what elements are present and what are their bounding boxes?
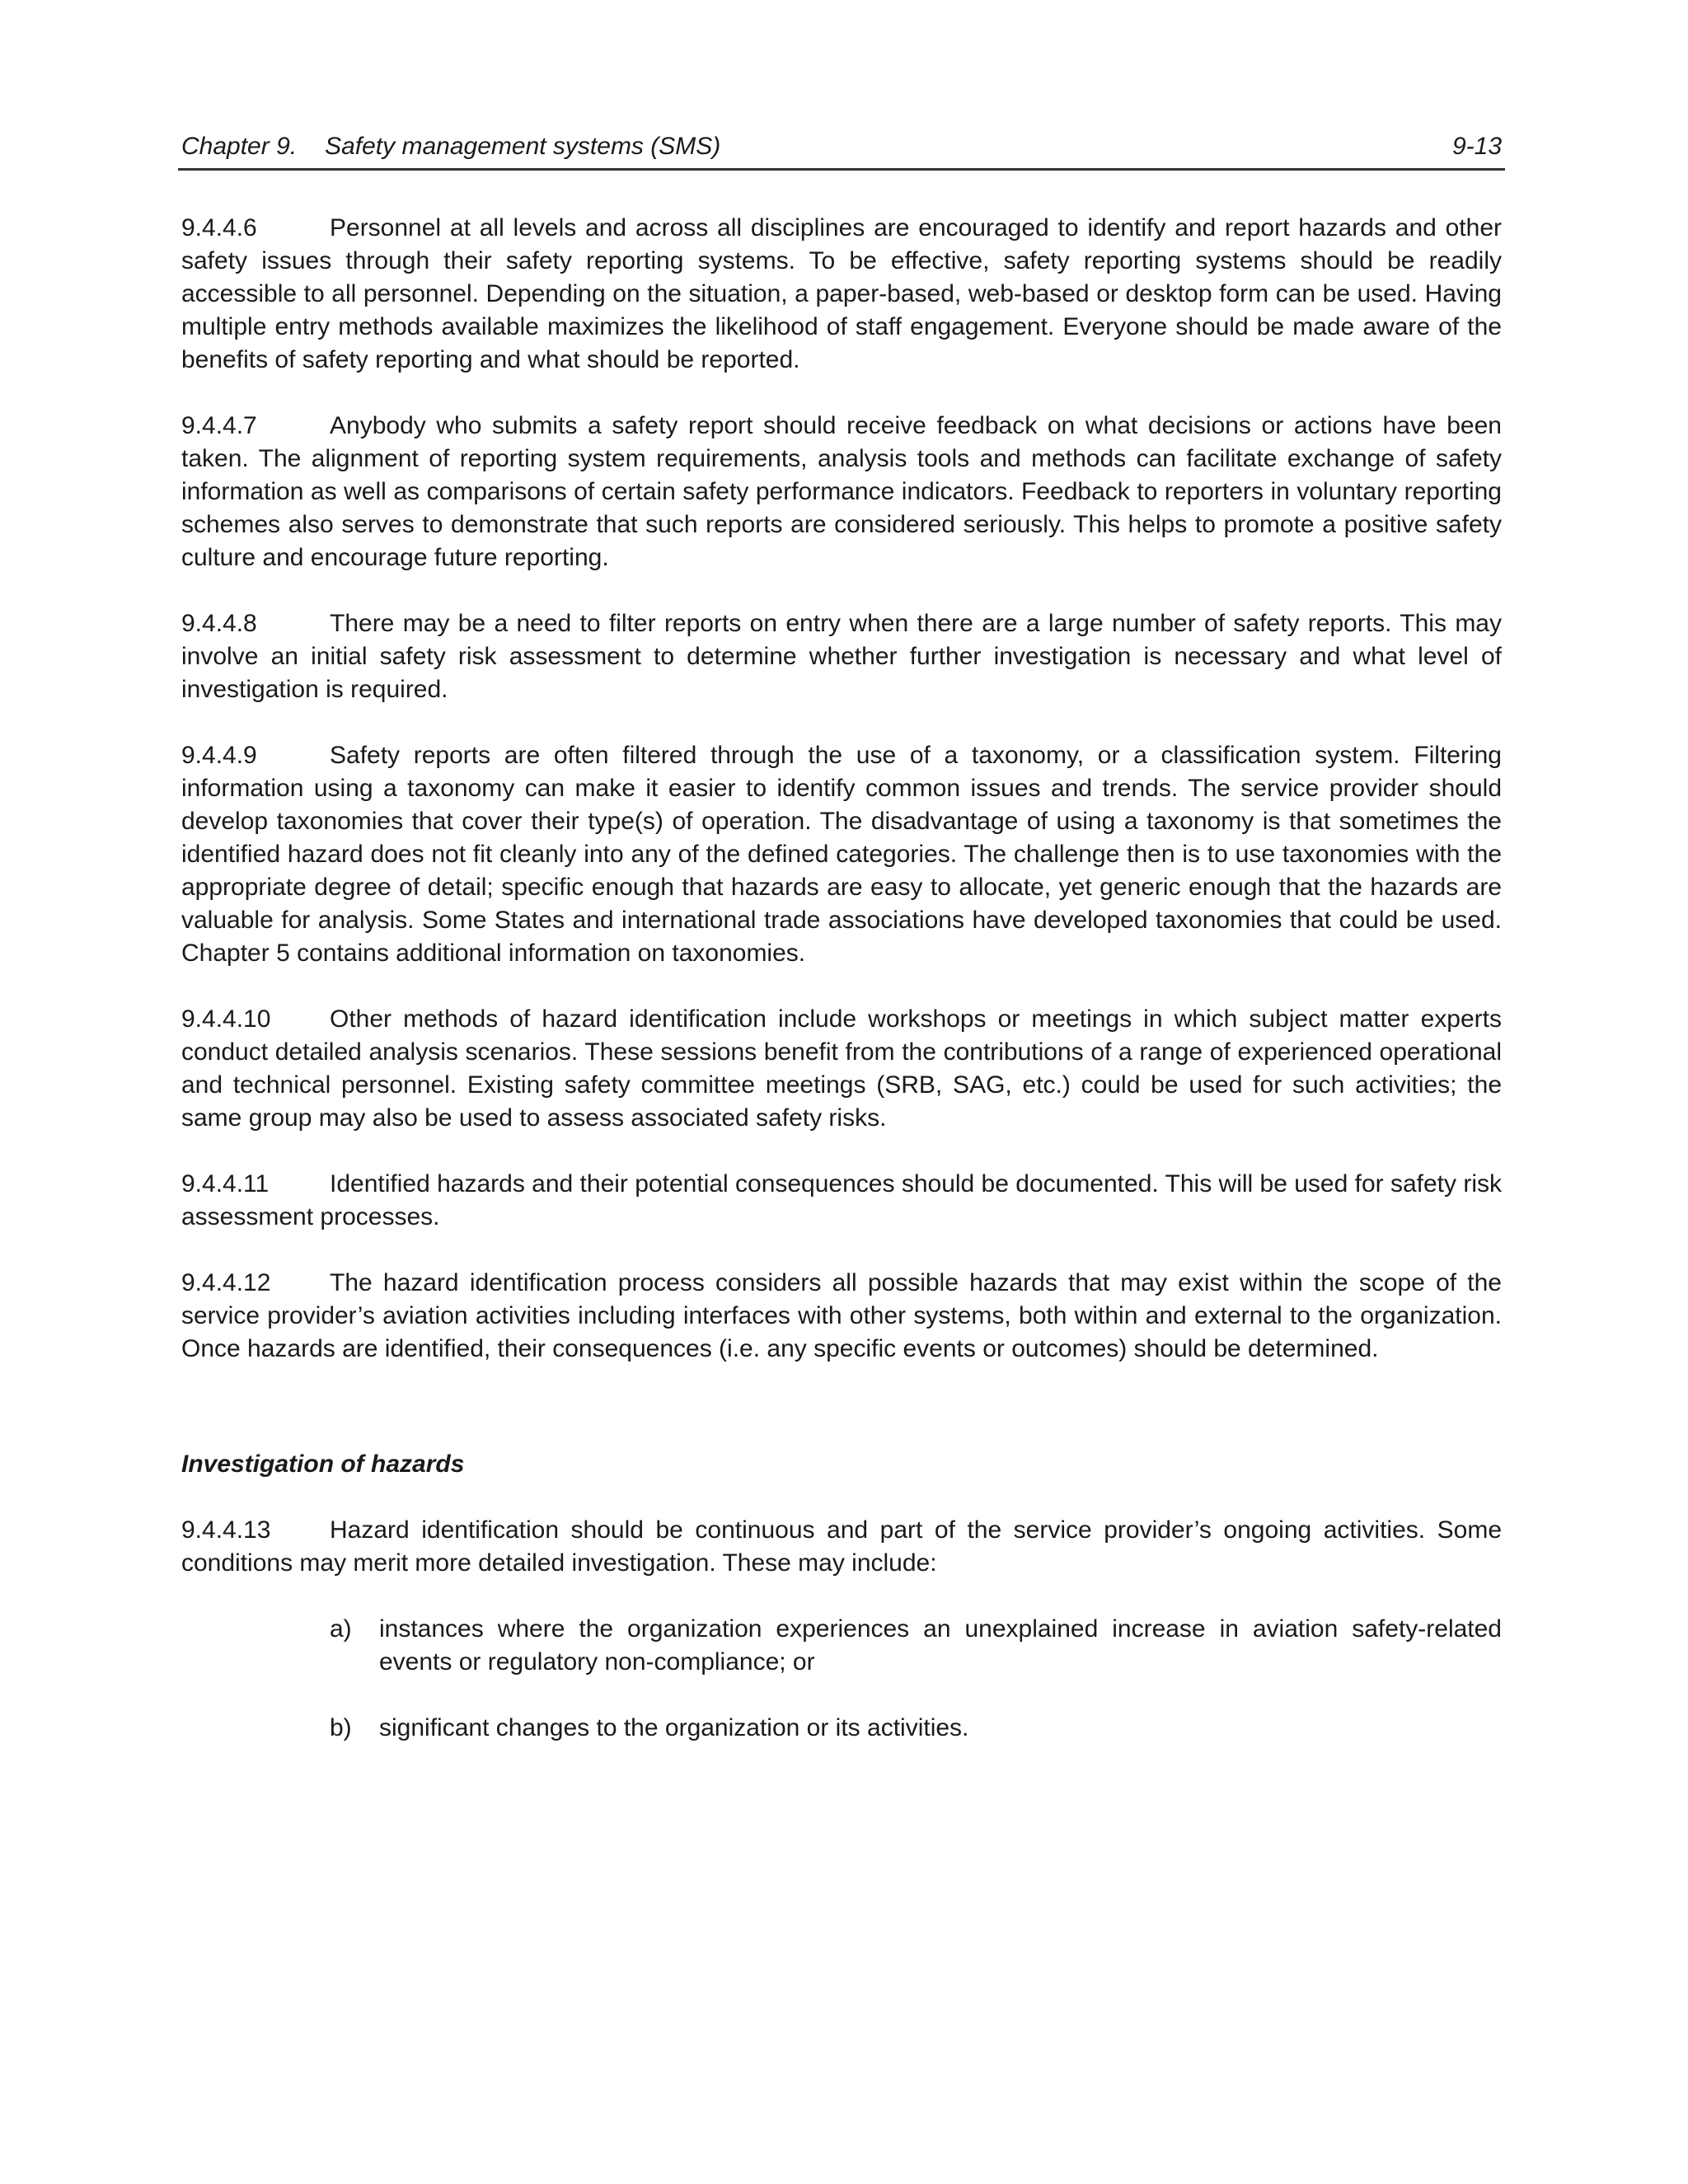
section-heading: Investigation of hazards bbox=[181, 1451, 465, 1478]
paragraph-text: The hazard identification process considers all possible hazards that may exist within the scope of the service provider’s aviation activities including interfaces with other systems, both within and external to the organization. Once hazards are identified, their consequences (i.e. any specific events or outcomes) should be determined. bbox=[181, 1269, 1502, 1362]
paragraph-9-4-4-12 bbox=[181, 1267, 1502, 1366]
paragraph-text: Identified hazards and their potential consequences should be documented. This will be used for safety risk assessment processes. bbox=[181, 1170, 1502, 1230]
list-item-text: significant changes to the organization or its activities. bbox=[379, 1714, 969, 1741]
paragraph-number: 9.4.4.9 bbox=[181, 742, 257, 769]
paragraph-text: Other methods of hazard identification include workshops or meetings in which subject matter experts conduct detailed analysis scenarios. These sessions benefit from the contributions of a range of experienced operational and technical personnel. Existing safety committee meetings (SRB, SAG, etc.) could be used for such activities; the same group may also be used to assess associated safety risks. bbox=[181, 1005, 1502, 1132]
list-item bbox=[330, 1613, 1502, 1679]
paragraph-text: Hazard identification should be continuous and part of the service provider’s ongoing activities. Some conditions may merit more detailed investigation. These may include: bbox=[181, 1516, 1502, 1577]
document-content bbox=[181, 212, 1502, 1745]
chapter-title bbox=[181, 132, 720, 162]
page-number: 9-13 bbox=[1451, 133, 1502, 160]
paragraph-number: 9.4.4.10 bbox=[181, 1005, 271, 1033]
paragraph-number: 9.4.4.6 bbox=[181, 214, 257, 241]
paragraph-9-4-4-7 bbox=[181, 410, 1502, 574]
paragraph-9-4-4-10 bbox=[181, 1003, 1502, 1135]
paragraph-9-4-4-8 bbox=[181, 607, 1502, 706]
paragraph-text: There may be a need to filter reports on entry when there are a large number of safety reports. This may involve an initial safety risk assessment to determine whether further investigation is necessary and what level of investigation is required. bbox=[181, 610, 1502, 703]
paragraph-number: 9.4.4.7 bbox=[181, 412, 257, 439]
list-marker: a) bbox=[330, 1615, 352, 1643]
chapter-name: Safety management systems (SMS) bbox=[325, 133, 721, 160]
paragraph-text: Personnel at all levels and across all disciplines are encouraged to identify and report hazards and other safety issues through their safety reporting systems. To be effective, safety reporting systems should be readily accessible to all personnel. Depending on the situation, a paper-based, web-based or desktop form can be used. Having multiple entry methods available maximizes the likelihood of staff engagement. Everyone should be made aware of the benefits of safety reporting and what should be reported. bbox=[181, 214, 1502, 373]
paragraph-number: 9.4.4.8 bbox=[181, 610, 257, 637]
paragraph-number: 9.4.4.12 bbox=[181, 1269, 271, 1296]
paragraph-9-4-4-6 bbox=[181, 212, 1502, 377]
chapter-number: Chapter 9. bbox=[181, 133, 298, 160]
paragraph-text: Safety reports are often filtered through the use of a taxonomy, or a classification system. Filtering information using a taxonomy can make it easier to identify common issues and trends. The service provider should develop taxonomies that cover their type(s) of operation. The disadvantage of using a taxonomy is that sometimes the identified hazard does not fit cleanly into any of the defined categories. The challenge then is to use taxonomies with the appropriate degree of detail; specific enough that hazards are easy to allocate, yet generic enough that the hazards are valuable for analysis. Some States and international trade associations have developed taxonomies that could be used. Chapter 5 contains additional information on taxonomies. bbox=[181, 742, 1502, 967]
paragraph-number: 9.4.4.11 bbox=[181, 1170, 270, 1197]
paragraph-number: 9.4.4.13 bbox=[181, 1516, 271, 1544]
running-header bbox=[178, 132, 1505, 171]
paragraph-text: Anybody who submits a safety report should receive feedback on what decisions or actions have been taken. The alignment of reporting system requirements, analysis tools and methods can facilitate exchange of safety information as well as comparisons of certain safety performance indicators. Feedback to reporters in voluntary reporting schemes also serves to demonstrate that such reports are considered seriously. This helps to promote a positive safety culture and encourage future reporting. bbox=[181, 412, 1502, 571]
list-item bbox=[330, 1712, 1502, 1745]
list-marker: b) bbox=[330, 1714, 352, 1741]
page-body bbox=[181, 132, 1502, 1778]
paragraph-9-4-4-11 bbox=[181, 1168, 1502, 1234]
conditions-list bbox=[181, 1613, 1502, 1745]
list-item-text: instances where the organization experiences an unexplained increase in aviation safety-related events or regulatory non-compliance; or bbox=[379, 1615, 1502, 1675]
paragraph-9-4-4-9 bbox=[181, 739, 1502, 970]
paragraph-9-4-4-13 bbox=[181, 1514, 1502, 1580]
